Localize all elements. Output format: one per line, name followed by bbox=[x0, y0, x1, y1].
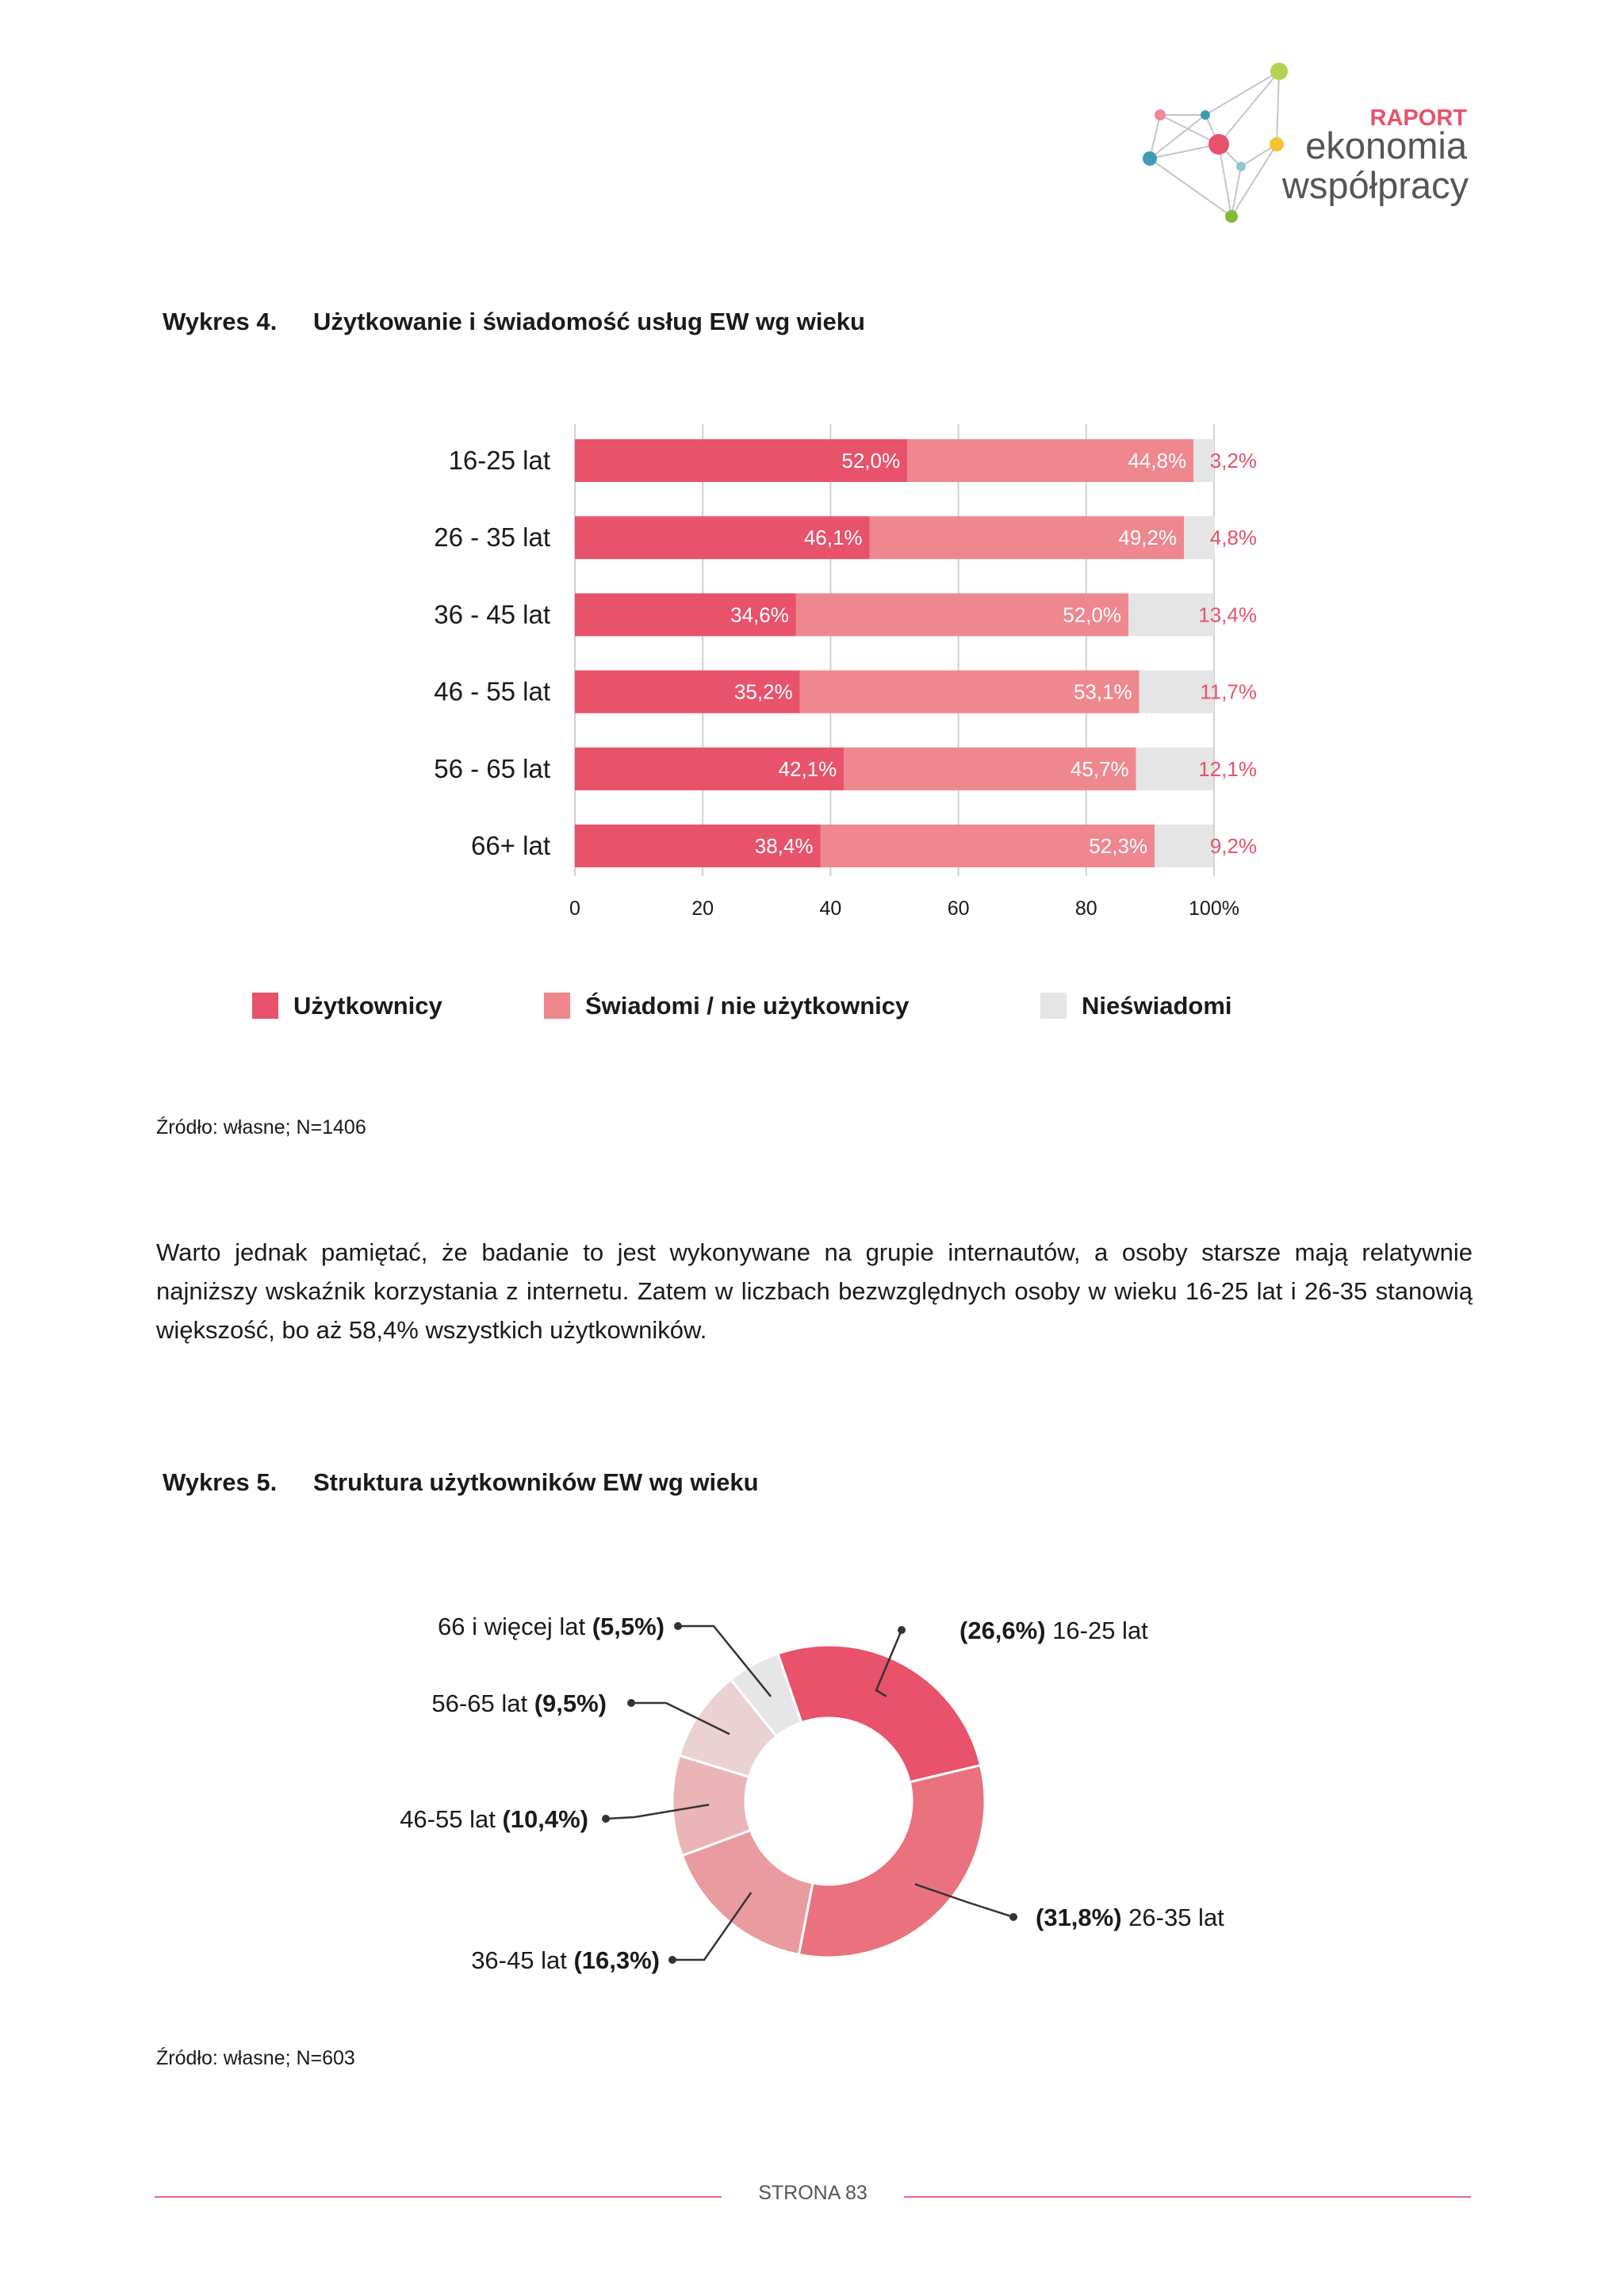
legend-swatch bbox=[544, 993, 570, 1019]
report-logo bbox=[1126, 55, 1491, 238]
data-label: 9,2% bbox=[1209, 834, 1257, 858]
category-label: 46 - 55 lat bbox=[434, 676, 550, 706]
data-label: 46,1% bbox=[803, 526, 863, 550]
slice-value: (16,3%) bbox=[573, 1946, 660, 1974]
bar-segment bbox=[1155, 825, 1213, 867]
slice-name: 46-55 lat bbox=[400, 1805, 503, 1833]
slice-label bbox=[400, 1805, 588, 1833]
legend-swatch bbox=[1040, 993, 1067, 1019]
logo-raport: RAPORT bbox=[1369, 105, 1467, 131]
x-tick-label: 80 bbox=[1074, 897, 1097, 920]
slice-label bbox=[471, 1946, 660, 1974]
footer-line-left bbox=[155, 2196, 722, 2198]
chart5-title-text: Struktura użytkowników EW wg wieku bbox=[313, 1468, 759, 1496]
slice-name: 36-45 lat bbox=[471, 1946, 574, 1974]
slice-name: 16-25 lat bbox=[1045, 1617, 1148, 1644]
leader-dot bbox=[627, 1699, 635, 1707]
stacked-bar-chart bbox=[0, 381, 1624, 1054]
data-label: 35,2% bbox=[733, 679, 793, 704]
chart5-source: Źródło: własne; N=603 bbox=[156, 2047, 355, 2069]
chart4-number: Wykres 4. bbox=[163, 308, 278, 335]
x-tick-label: 60 bbox=[947, 897, 970, 920]
category-label: 16-25 lat bbox=[448, 446, 550, 475]
legend-label: Świadomi / nie użytkownicy bbox=[585, 992, 910, 1020]
slice-label bbox=[431, 1689, 607, 1717]
x-tick-label: 20 bbox=[691, 897, 714, 920]
slice-label bbox=[438, 1613, 665, 1640]
logo-ekonomia: ekonomia bbox=[1305, 124, 1467, 166]
footer-line-right bbox=[904, 2196, 1471, 2198]
slice-label bbox=[959, 1617, 1148, 1644]
data-label: 44,8% bbox=[1128, 449, 1187, 473]
data-label: 13,4% bbox=[1198, 603, 1257, 627]
donut-chart bbox=[0, 1570, 1624, 2014]
data-label: 52,3% bbox=[1089, 834, 1148, 858]
data-label: 52,0% bbox=[1063, 603, 1121, 627]
slice-value: (31,8%) bbox=[1036, 1904, 1122, 1931]
data-label: 45,7% bbox=[1070, 756, 1129, 781]
legend-label: Nieświadomi bbox=[1082, 992, 1232, 1020]
chart4-title-text: Użytkowanie i świadomość usług EW wg wieku bbox=[313, 308, 865, 335]
slice-value: (10,4%) bbox=[502, 1805, 588, 1833]
leader-dot bbox=[668, 1956, 676, 1964]
leader-dot bbox=[674, 1622, 682, 1630]
slice-name: 66 i więcej lat bbox=[437, 1613, 592, 1640]
x-tick-label: 0 bbox=[569, 897, 580, 920]
leader-dot bbox=[898, 1626, 906, 1634]
leader-dot bbox=[1009, 1913, 1017, 1921]
data-label: 4,8% bbox=[1209, 526, 1257, 550]
x-tick-label: 100% bbox=[1189, 897, 1239, 920]
data-label: 3,2% bbox=[1209, 449, 1257, 473]
category-label: 36 - 45 lat bbox=[434, 599, 550, 629]
leader-dot bbox=[602, 1815, 610, 1823]
chart4-source: Źródło: własne; N=1406 bbox=[156, 1116, 366, 1138]
slice-label bbox=[1036, 1904, 1224, 1931]
body-paragraph: Warto jednak pamiętać, że badanie to jest wykonywane na grupie internautów, a osoby starsze mają relatywnie najniższy wskaźnik korzystania z internetu. Zatem w liczbach bezwzględnych osoby w wieku 16-25 lat i 26-35 stanowią większość, bo aż 58,4% wszystkich użytkowników. bbox=[156, 1238, 1473, 1344]
category-label: 26 - 35 lat bbox=[434, 522, 550, 553]
data-label: 42,1% bbox=[778, 756, 837, 781]
data-label: 49,2% bbox=[1118, 526, 1178, 550]
data-label: 52,0% bbox=[841, 449, 901, 473]
chart4-title bbox=[163, 308, 865, 336]
chart5-number: Wykres 5. bbox=[163, 1468, 278, 1496]
donut-slice bbox=[778, 1645, 981, 1782]
data-label: 12,1% bbox=[1198, 756, 1257, 781]
chart5-title bbox=[163, 1468, 759, 1497]
page-number: STRONA 83 bbox=[758, 2182, 868, 2204]
slice-name: 56-65 lat bbox=[431, 1689, 534, 1717]
x-tick-label: 40 bbox=[819, 897, 842, 920]
slice-name: 26-35 lat bbox=[1121, 1904, 1224, 1931]
donut-slice bbox=[799, 1766, 985, 1957]
slice-value: (9,5%) bbox=[534, 1689, 607, 1717]
data-label: 11,7% bbox=[1200, 679, 1257, 704]
slice-value: (5,5%) bbox=[592, 1613, 665, 1640]
legend-label: Użytkownicy bbox=[293, 992, 442, 1020]
legend-swatch bbox=[252, 993, 278, 1019]
slice-value: (26,6%) bbox=[959, 1617, 1046, 1644]
logo-wspolpracy: współpracy bbox=[1281, 164, 1469, 206]
data-label: 34,6% bbox=[730, 603, 789, 627]
data-label: 53,1% bbox=[1073, 679, 1132, 704]
data-label: 38,4% bbox=[754, 834, 814, 858]
category-label: 66+ lat bbox=[471, 831, 550, 860]
category-label: 56 - 65 lat bbox=[434, 753, 550, 783]
